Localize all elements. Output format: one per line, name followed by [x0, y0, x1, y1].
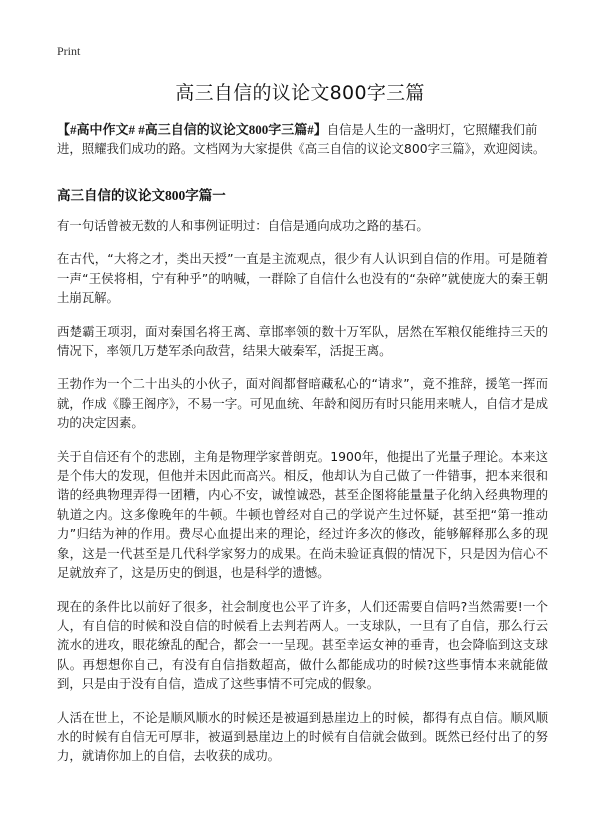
paragraph-7: 人活在世上，不论是顺风顺水的时候还是被逼到悬崖边上的时候，都得有点自信。顺风顺水的时候有自信无可厚非，被逼到悬崖边上的时候有自信就会做到。既然已经付出了的努力，就请你加上的自信，去收获的成功。: [57, 709, 548, 764]
paragraph-2: 在古代，“大将之才，类出天授”一直是主流观点，很少有人认识到自信的作用。可是随着一声“王侯将相，宁有种乎”的呐喊，一群除了自信什么也没有的“杂碎”就使庞大的秦王朝土崩瓦解。: [57, 251, 548, 306]
intro-tag: 【#高中作文# #高三自信的议论文800字三篇#】: [57, 122, 327, 137]
paragraph-5: 关于自信还有个的悲剧，主角是物理学家普朗克。1900年，他提出了光量子理论。本来这是个伟大的发现，但他并未因此而高兴。相反，他却认为自己做了一件错事，把本来很和谐的经典物理弄得一团糟，内心不安，诚惶诚恐，甚至企图将能量量子化纳入经典物理的轨道之内。这多像晚年的牛顿。牛顿也曾经对自己的学说产生过怀疑，甚至把“第一推动力”归结为神的作用。费尽心血提出来的理论，经过许多次的修改，能够解释那么多的现象，这是一代甚至是几代科学家努力的成果。在尚未验证真假的情况下，只是因为信心不足就放弃了，这是历史的倒退，也是科学的遗憾。: [57, 448, 548, 581]
print-label: Print: [57, 44, 81, 58]
intro-paragraph: [57, 120, 548, 158]
paragraph-4: 王勃作为一个二十出头的小伙子，面对阎都督暗藏私心的“请求”，竟不推辞，援笔一挥而就，作成《滕王阁序》，不易一字。可见血统、年龄和阅历有时只能用来唬人，自信才是成功的决定因素。: [57, 376, 548, 431]
paragraph-1: 有一句话曾被无数的人和事例证明过：自信是通向成功之路的基石。: [57, 218, 429, 233]
article-body: [57, 216, 548, 780]
section-heading: 高三自信的议论文800字篇一: [57, 188, 226, 203]
paragraph-3: 西楚霸王项羽，面对秦国名将王离、章邯率领的数十万军队，居然在军粮仅能维持三天的情况下，率领几万楚军杀向敌营，结果大破秦军，活捉王离。: [57, 323, 548, 359]
intro-text: 自信是人生的一盏明灯，它照耀我们前进，照耀我们成功的路。文档网为大家提供《高三自信的议论文800字三篇》，欢迎阅读。: [57, 122, 546, 156]
paragraph-6: 现在的条件比以前好了很多，社会制度也公平了许多，人们还需要自信吗?当然需要!一个人，有自信的时候和没自信的时候看上去判若两人。一支球队，一旦有了自信，那么行云流水的进攻，眼花缭乱的配合，都会一一呈现。甚至幸运女神的垂青，也会降临到这支球队。再想想你自己，有没有自信指数超高，做什么都能成功的时候?这些事情本来就能做到，只是由于没有自信，造成了这些事情不可完成的假象。: [57, 598, 548, 692]
document-title: 高三自信的议论文800字三篇: [175, 82, 425, 104]
